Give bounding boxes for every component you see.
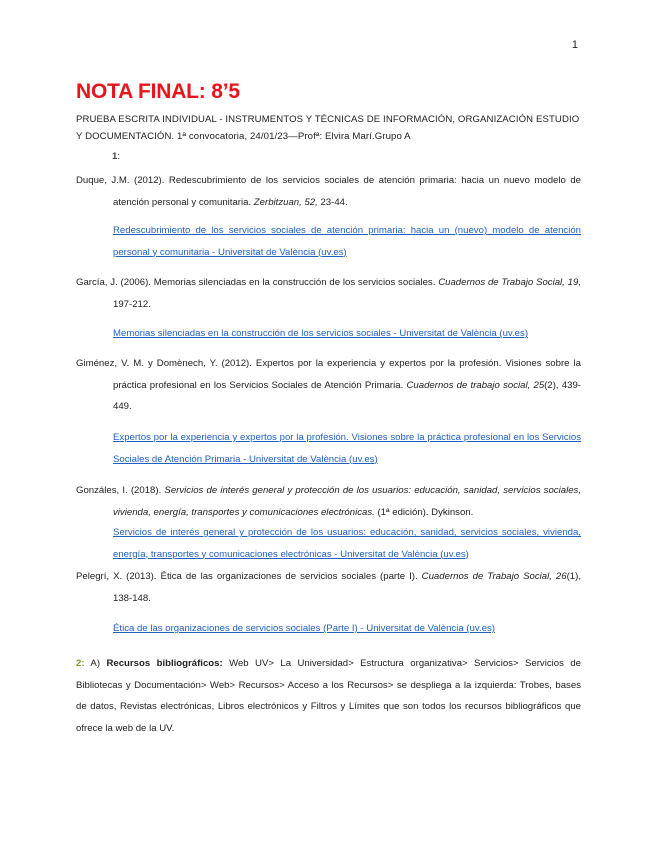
section-2-number: 2:	[76, 658, 85, 669]
question-1-number: 1	[112, 151, 118, 162]
reference-source: Zerbitzuan, 52,	[253, 196, 318, 208]
reference-text: Pelegrí, X. (2013). Ética de las organizaciones de servicios sociales (parte I).	[76, 571, 422, 582]
question-1-suffix: :	[117, 151, 121, 162]
reference-2-link[interactable]: Memorias silenciadas en la construcción de los servicios sociales - Universitat de València (uv.es)	[113, 328, 529, 339]
reference-5-link[interactable]: Ética de las organizaciones de servicios sociales (Parte I) - Universitat de València (uv.es)	[113, 623, 495, 634]
section-2-text: Web UV> La Universidad> Estructura organizativa> Servicios> Servicios de Bibliotecas y Documentación> Web> Recursos> Acceso a los Recursos> se despliega a la izquierda: Trobes, bases de datos, Revistas electrónicas, Libros electrónicos y Filtros y Límites que son todos los recursos bibliográficos que ofrece la web de la UV.	[76, 658, 581, 734]
reference-source: Cuadernos de Trabajo Social, 26	[421, 571, 567, 582]
section-2	[76, 653, 581, 739]
reference-source: Cuadernos de Trabajo Social, 19,	[438, 277, 581, 288]
reference-3	[76, 353, 581, 418]
section-2-label: A)	[84, 658, 107, 669]
reference-text: Duque, J.M. (2012). Redescubrimiento de los servicios sociales de atención primaria: hacia un nuevo modelo de atención personal y comunitaria.	[76, 175, 581, 208]
reference-source: Servicios de interés general y protección de los usuarios: educación, sanidad, servicios sociales, vivienda, energía, transportes y comunicaciones electrónicas.	[113, 485, 581, 518]
reference-pages: (1), 138-148.	[113, 571, 581, 604]
reference-5	[76, 566, 581, 609]
reference-1	[76, 170, 581, 213]
section-2-heading: Recursos bibliográficos:	[106, 658, 223, 669]
reference-1-link[interactable]: Redescubrimiento de los servicios sociales de atención primaria: hacia un (nuevo) modelo de atención personal y comunitaria - Universitat de València (uv.es)	[113, 225, 581, 258]
reference-text: García, J. (2006). Memorias silenciadas en la construcción de los servicios sociales.	[76, 277, 439, 288]
exam-header: PRUEBA ESCRITA INDIVIDUAL - INSTRUMENTOS Y TÉCNICAS DE INFORMACIÓN, ORGANIZACIÓN ESTUDIO Y DOCUMENTACIÓN. 1ª convocatoria, 24/01/23—Profª: Elvira Marí.Grupo A	[76, 114, 580, 142]
page-title: NOTA FINAL: 8’5	[76, 80, 240, 103]
reference-source: Cuadernos de trabajo social, 25	[406, 379, 545, 391]
reference-text: Giménez, V. M. y Domènech, Y. (2012). Expertos por la experiencia y expertos por la profesión. Visiones sobre la práctica profesional en los Servicios Sociales de Atención Primaria.	[76, 358, 581, 391]
reference-pages: 23-44.	[317, 196, 348, 208]
page-number: 1	[571, 39, 578, 51]
reference-text: Gonzáles, I. (2018).	[76, 485, 165, 496]
question-1-label	[112, 151, 120, 162]
reference-2	[76, 272, 581, 315]
reference-3-link[interactable]: Expertos por la experiencia y expertos por la profesión. Visiones sobre la práctica profesional en los Servicios Sociales de Atención Primaria - Universitat de València (uv.es)	[113, 432, 581, 465]
reference-pages: (1ª edición). Dykinson.	[374, 506, 474, 518]
reference-pages: (2), 439-449.	[113, 379, 581, 412]
reference-pages: 197-212.	[113, 298, 151, 310]
reference-4-link[interactable]: Servicios de interés general y protección de los usuarios: educación, sanidad, servicios sociales, vivienda, energía, transportes y comunicaciones electrónicas - Universitat de València (uv.es)	[113, 527, 581, 560]
reference-4	[76, 480, 581, 523]
